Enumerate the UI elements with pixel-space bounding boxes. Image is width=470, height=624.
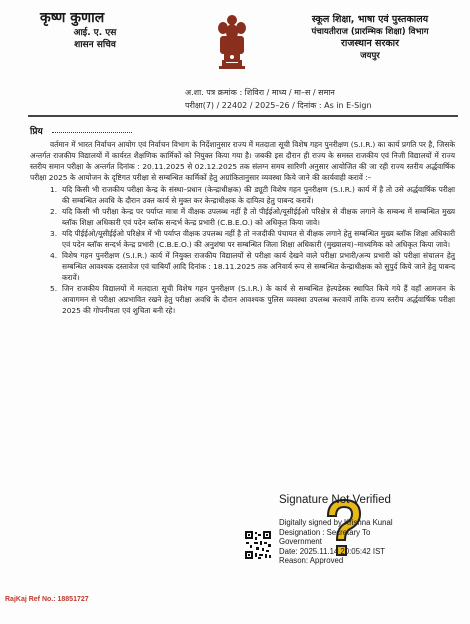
- signature-reason: Reason: Approved: [279, 556, 344, 565]
- list-item-number: 1.: [50, 185, 58, 194]
- department-line1: स्कूल शिक्षा, भाषा एवं पुस्तकालय: [311, 14, 429, 25]
- salutation-blank: [52, 125, 132, 133]
- list-item-number: 4.: [50, 251, 58, 260]
- city-name: जयपुर: [360, 51, 380, 61]
- header-divider: [28, 115, 458, 117]
- rajkaj-reference: RajKaj Ref No.: 18851727: [5, 596, 89, 603]
- list-item-text: यदि पीईईओ/यूसीईईओ परिक्षेत्र में भी पर्याप्त वीक्षक उपलब्ध नहीं है तो नजदीकी पंचायत से वीक्षक लगाने हेतु सम्बन्धित मुख्य ब्लॉक शिक्षा अधिकारी एवं पदेन ब्लॉक सन्दर्भ केन्द्र प्रभारी (C.B.E.O.) की अनुशंषा पर सम्बन्धित जिला शिक्षा अधिकारी (मुख्यालय)–माध्यमिक को अधिकृत किया जावे।: [62, 229, 455, 249]
- government-name: राजस्थान सरकार: [341, 38, 399, 49]
- letter-reference: [185, 86, 455, 112]
- intro-paragraph: वर्तमान में भारत निर्वाचन आयोग एवं निर्वाचन विभाग के निर्देशानुसार राज्य में मतदाता सूची विशेष गहन पुनरीक्षण (S.I.R.) का कार्य प्रगति पर है, जिसके अन्तर्गत राजकीय विद्यालयों में कार्यरत शैक्षणिक कार्मिकों को नियुक्त किया गया है। जबकी इस दौरान ही राज्य के समस्त राजकीय एवं निजी विद्यालयों में राज्य स्तरीय समान परीक्षा के अन्तर्गत दिनांक : 20.11.2025 से 02.12.2025 तक संलग्न समय सारिणी अनुसार आयोजित की जा रही राज्य स्तरीय अर्द्धवार्षिक परीक्षा 2025 के आयोजन के दृष्टिगत परीक्षा से सम्बन्धित कार्मिकों हेतु अग्रांकितानुसार व्यवस्था किये जाने की कार्यवाही करावें :–: [30, 140, 455, 182]
- signature-status: Signature Not Verified: [279, 494, 391, 506]
- sender-designation: शासन सचिव: [74, 40, 116, 50]
- letter-body: [30, 139, 455, 316]
- list-item-number: 3.: [50, 229, 58, 238]
- department-block: [285, 14, 455, 62]
- list-item: [30, 228, 455, 250]
- list-item-text: यदि किसी भी परीक्षा केन्द्र पर पर्याप्त मात्रा में वीक्षक उपलब्ध नहीं है तो पीईईओ/यूसीईईओ परिक्षेत्र से वीक्षक लगाने के सम्बन्ध में सम्बन्धित मुख्य ब्लॉक शिक्षा अधिकारी एवं पदेन ब्लॉक सन्दर्भ केन्द्र प्रभारी (C.B.E.O.) को अधिकृत किया जावे।: [62, 207, 455, 227]
- sender-name: कृष्ण कुणाल: [40, 10, 105, 26]
- salutation: प्रिय: [30, 127, 43, 137]
- reference-line1: अ.शा. पत्र क्रमांक : शिविरा / माध्य / मा–स / समान: [185, 88, 335, 97]
- signature-date: Date: 2025.11.14 20:05:42 IST: [279, 546, 386, 556]
- sender-service: आई. ए. एस: [73, 28, 117, 38]
- list-item: [30, 206, 455, 228]
- signature-designation-cont: Government: [279, 537, 322, 546]
- list-item: [30, 250, 455, 283]
- state-emblem-icon: [210, 8, 254, 74]
- list-item: [30, 184, 455, 206]
- qr-code-icon: [244, 530, 272, 560]
- department-line2: पंचायतीराज (प्रारम्भिक शिक्षा) विभाग: [311, 27, 429, 37]
- list-item-number: 2.: [50, 207, 58, 216]
- list-item-text: विशेष गहन पुनरीक्षण (S.I.R.) कार्य में नियुक्त राजकीय विद्यालयों से परीक्षा कार्य देखने वाले परीक्षा प्रभारी/अन्य प्रभारी को परीक्षा संचालन हेतु सम्बन्धित आवश्यक दस्तावेज एवं चाबियाँ आदि दिनांक : 18.11.2025 तक अनिवार्य रूप से सम्बन्धित केन्द्राधीक्षक को सुपुर्द किये जाने हेतु पाबन्द करावें।: [62, 251, 455, 282]
- instruction-list: [30, 184, 455, 316]
- list-item-text: जिन राजकीय विद्यालयों में मतदाता सूची विशेष गहन पुनरीक्षण (S.I.R.) के कार्य से सम्बन्धित हेल्पडेस्क स्थापित किये गये हैं वहाँ आमजन के आवागमन से परीक्षा अप्रभावित रखने हेतु परीक्षा अवधि के दौरान आवश्यक पुलिस व्यवस्था उपलब्ध करवायें ताकि राज्य स्तरीय अर्द्धवार्षिक परीक्षा 2025 की गोपनीयता एवं शुचिता बनी रहे।: [62, 284, 455, 315]
- list-item: [30, 283, 455, 316]
- signature-signer: Digitally signed by Krishna Kunal: [279, 518, 393, 527]
- signature-details: [279, 518, 459, 566]
- signature-designation: Designation : Secretary To: [279, 527, 371, 537]
- list-item-number: 5.: [50, 284, 58, 293]
- sender-block: [40, 10, 150, 51]
- list-item-text: यदि किसी भी राजकीय परीक्षा केन्द्र के संस्था–प्रधान (केन्द्राधीक्षक) की ड्यूटी विशेष गहन पुनरीक्षण (S.I.R.) कार्य में है तो उसे अर्द्धवार्षिक परीक्षा की सम्बन्धित अवधि के दौरान उक्त कार्य से मुक्त कर केन्द्राधीक्षक के दायित्व हेतु पाबन्द करावें।: [62, 185, 455, 205]
- reference-line2: परीक्षा(7) / 22402 / 2025–26 / दिनांक : As in E-Sign: [185, 101, 372, 110]
